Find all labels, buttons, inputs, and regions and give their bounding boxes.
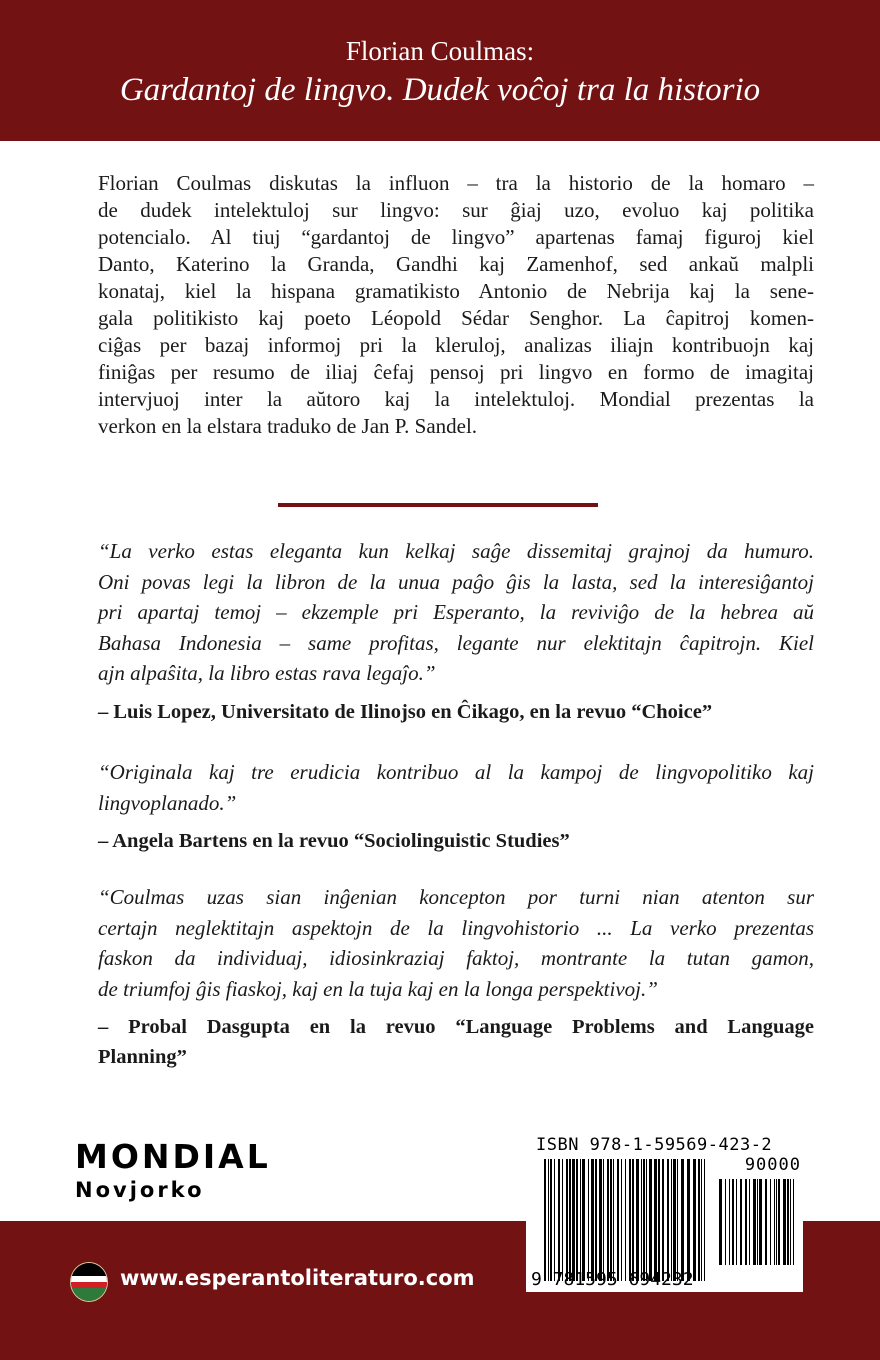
text-line: Oni povas legi la libron de la unua paĝo ĝis la lasta, sed la interesiĝantoj xyxy=(98,569,814,594)
website-link[interactable]: www.esperantoliteraturo.com xyxy=(120,1266,475,1290)
esperanto-literature-logo-icon xyxy=(70,1262,108,1302)
review-attribution: – Probal Dasgupta en la revuo “Language Problems and Language xyxy=(98,1016,814,1038)
text-line: faskon da individuaj, idiosinkraziaj faktoj, montrante la tutan gamon, xyxy=(98,946,814,970)
text-line: ciĝas per bazaj informoj pri la kleruloj, analizas iliajn kontribuojn kaj xyxy=(98,333,814,357)
barcode-bar xyxy=(625,1159,626,1281)
text-line: pri apartaj temoj – ekzemple pri Esperanto, la reviviĝo de la hebrea aŭ xyxy=(98,600,814,624)
text-line: Florian Coulmas diskutas la influon – tra la historio de la homaro – xyxy=(98,171,814,195)
text-line: de dudek intelektuloj sur lingvo: sur ĝiaj uzo, evoluo kaj politika xyxy=(98,198,814,222)
review-attribution: Planning” xyxy=(98,1046,187,1068)
barcode-bar xyxy=(673,1159,676,1281)
review-quote-2 xyxy=(98,757,814,856)
barcode-bar xyxy=(787,1179,789,1265)
barcode-bar xyxy=(646,1159,647,1281)
barcode-bar xyxy=(654,1159,657,1281)
barcode-bar xyxy=(641,1159,642,1281)
ean-digits: 9 781595 694232 xyxy=(531,1269,694,1290)
review-quote-1 xyxy=(98,536,814,727)
barcode-bar xyxy=(759,1179,762,1265)
barcode-bar xyxy=(790,1179,791,1265)
barcode-bar xyxy=(677,1159,678,1281)
barcode-bar xyxy=(693,1159,696,1281)
barcode-bar xyxy=(776,1179,777,1265)
barcode-bar xyxy=(774,1179,775,1265)
author-name: Florian Coulmas: xyxy=(345,36,535,66)
barcode-bar xyxy=(671,1159,672,1281)
barcode-bar xyxy=(603,1159,604,1281)
description xyxy=(98,170,814,440)
barcode-bar xyxy=(725,1179,726,1265)
barcode-bar xyxy=(732,1179,734,1265)
barcode-bar xyxy=(610,1159,612,1281)
barcode-bar xyxy=(617,1159,619,1281)
barcode-bar xyxy=(681,1159,684,1281)
header-band xyxy=(0,0,880,141)
barcode-bar xyxy=(566,1159,568,1281)
barcode-bar xyxy=(576,1159,578,1281)
barcode-bar xyxy=(636,1159,639,1281)
text-line: Bahasa Indonesia – same profitas, legante nur elektitajn ĉapitrojn. Kiel xyxy=(98,630,814,655)
barcode-bar xyxy=(745,1179,747,1265)
text-line: Danto, Katerino la Granda, Gandhi kaj Zamenhof, sed ankaŭ malpli xyxy=(98,252,814,276)
barcode-bar xyxy=(582,1159,585,1281)
barcode-bar xyxy=(632,1159,634,1281)
barcode-bar xyxy=(544,1159,546,1281)
text-line: intervjuoj inter la aŭtoro kaj la intelektuloj. Mondial prezentas la xyxy=(98,387,814,411)
barcode-bar xyxy=(550,1159,552,1281)
barcode-bar xyxy=(740,1179,742,1265)
barcode-bar xyxy=(749,1179,750,1265)
barcode-bar xyxy=(599,1159,602,1281)
barcode-bar xyxy=(613,1159,614,1281)
barcode-bar xyxy=(701,1159,702,1281)
text-line: finiĝas per resumo de iliaj ĉefaj pensoj pri lingvo en formo de imagitaj xyxy=(98,360,814,384)
barcode-bar xyxy=(687,1159,690,1281)
text-line: “La verko estas eleganta kun kelkaj saĝe dissemitaj grajnoj da humuro. xyxy=(98,539,814,563)
barcode-bar xyxy=(548,1159,549,1281)
barcode-bar xyxy=(643,1159,645,1281)
barcode-bar xyxy=(558,1159,560,1281)
text-line: konataj, kiel la hispana gramatikisto Antonio de Nebrija kaj la sene- xyxy=(98,279,814,303)
barcode-bar xyxy=(591,1159,594,1281)
barcode-bar xyxy=(649,1159,652,1281)
barcode-bar xyxy=(704,1159,705,1281)
divider xyxy=(278,503,598,507)
barcode-bar xyxy=(778,1179,780,1265)
barcode-bar xyxy=(658,1159,660,1281)
barcode-bar xyxy=(621,1159,622,1281)
text-line: “Coulmas uzas sian inĝenian koncepton por turni nian atenton sur xyxy=(98,885,814,909)
barcode-bar xyxy=(572,1159,575,1281)
barcode-bar xyxy=(580,1159,581,1281)
review-attribution: – Angela Bartens en la revuo “Sociolinguistic Studies” xyxy=(98,830,570,852)
review-attribution: – Luis Lopez, Universitato de Ilinojso en Ĉikago, en la revuo “Choice” xyxy=(98,700,713,723)
barcode-bar xyxy=(595,1159,597,1281)
barcode-bar xyxy=(554,1159,555,1281)
barcode-bar xyxy=(757,1179,758,1265)
text-line: potencialo. Al tiuj “gardantoj de lingvo” apartenas famaj figuroj kiel xyxy=(98,225,814,249)
text-line: certajn neglektitajn aspektojn de la lingvohistorio ... La verko prezentas xyxy=(98,915,814,940)
barcode-bar xyxy=(607,1159,609,1281)
barcode-bar xyxy=(629,1159,631,1281)
barcode-bar xyxy=(667,1159,669,1281)
barcode-bar xyxy=(793,1179,794,1265)
text-line: “Originala kaj tre erudicia kontribuo al la kampoj de lingvopolitiko kaj xyxy=(98,760,814,784)
barcode-bar xyxy=(736,1179,737,1265)
barcode-bar xyxy=(562,1159,563,1281)
barcode-bar xyxy=(783,1179,786,1265)
review-quote-3 xyxy=(98,882,814,1072)
price-code: 90000 xyxy=(744,1155,801,1175)
text-line: verkon en la elstara traduko de Jan P. Sandel. xyxy=(98,414,478,438)
barcode-bar xyxy=(729,1179,730,1265)
publisher-name: MONDIAL xyxy=(75,1137,271,1176)
publisher-logo xyxy=(75,1137,271,1202)
barcode-bar xyxy=(662,1159,664,1281)
isbn-barcode xyxy=(526,1131,803,1292)
barcode-bar xyxy=(588,1159,589,1281)
barcode-bar xyxy=(753,1179,756,1265)
barcode-bar xyxy=(719,1179,722,1265)
isbn-text: ISBN 978-1-59569-423-2 xyxy=(536,1135,773,1155)
barcode-bar xyxy=(698,1159,700,1281)
text-line: gala politikisto kaj poeto Léopold Sédar Senghor. La ĉapitroj komen- xyxy=(98,306,814,330)
barcode-bar xyxy=(569,1159,571,1281)
text-line: de triumfoj ĝis fiaskoj, kaj en la tuja kaj en la longa perspektivoj.” xyxy=(98,976,658,1001)
text-line: lingvoplanado.” xyxy=(98,790,237,815)
text-line: ajn alpaŝita, la libro estas rava legaĵo.” xyxy=(98,661,436,685)
barcode-bar xyxy=(765,1179,767,1265)
publisher-city: Novjorko xyxy=(75,1178,205,1202)
barcode-bar xyxy=(770,1179,771,1265)
book-title: Gardantoj de lingvo. Dudek voĉoj tra la historio xyxy=(119,72,761,108)
